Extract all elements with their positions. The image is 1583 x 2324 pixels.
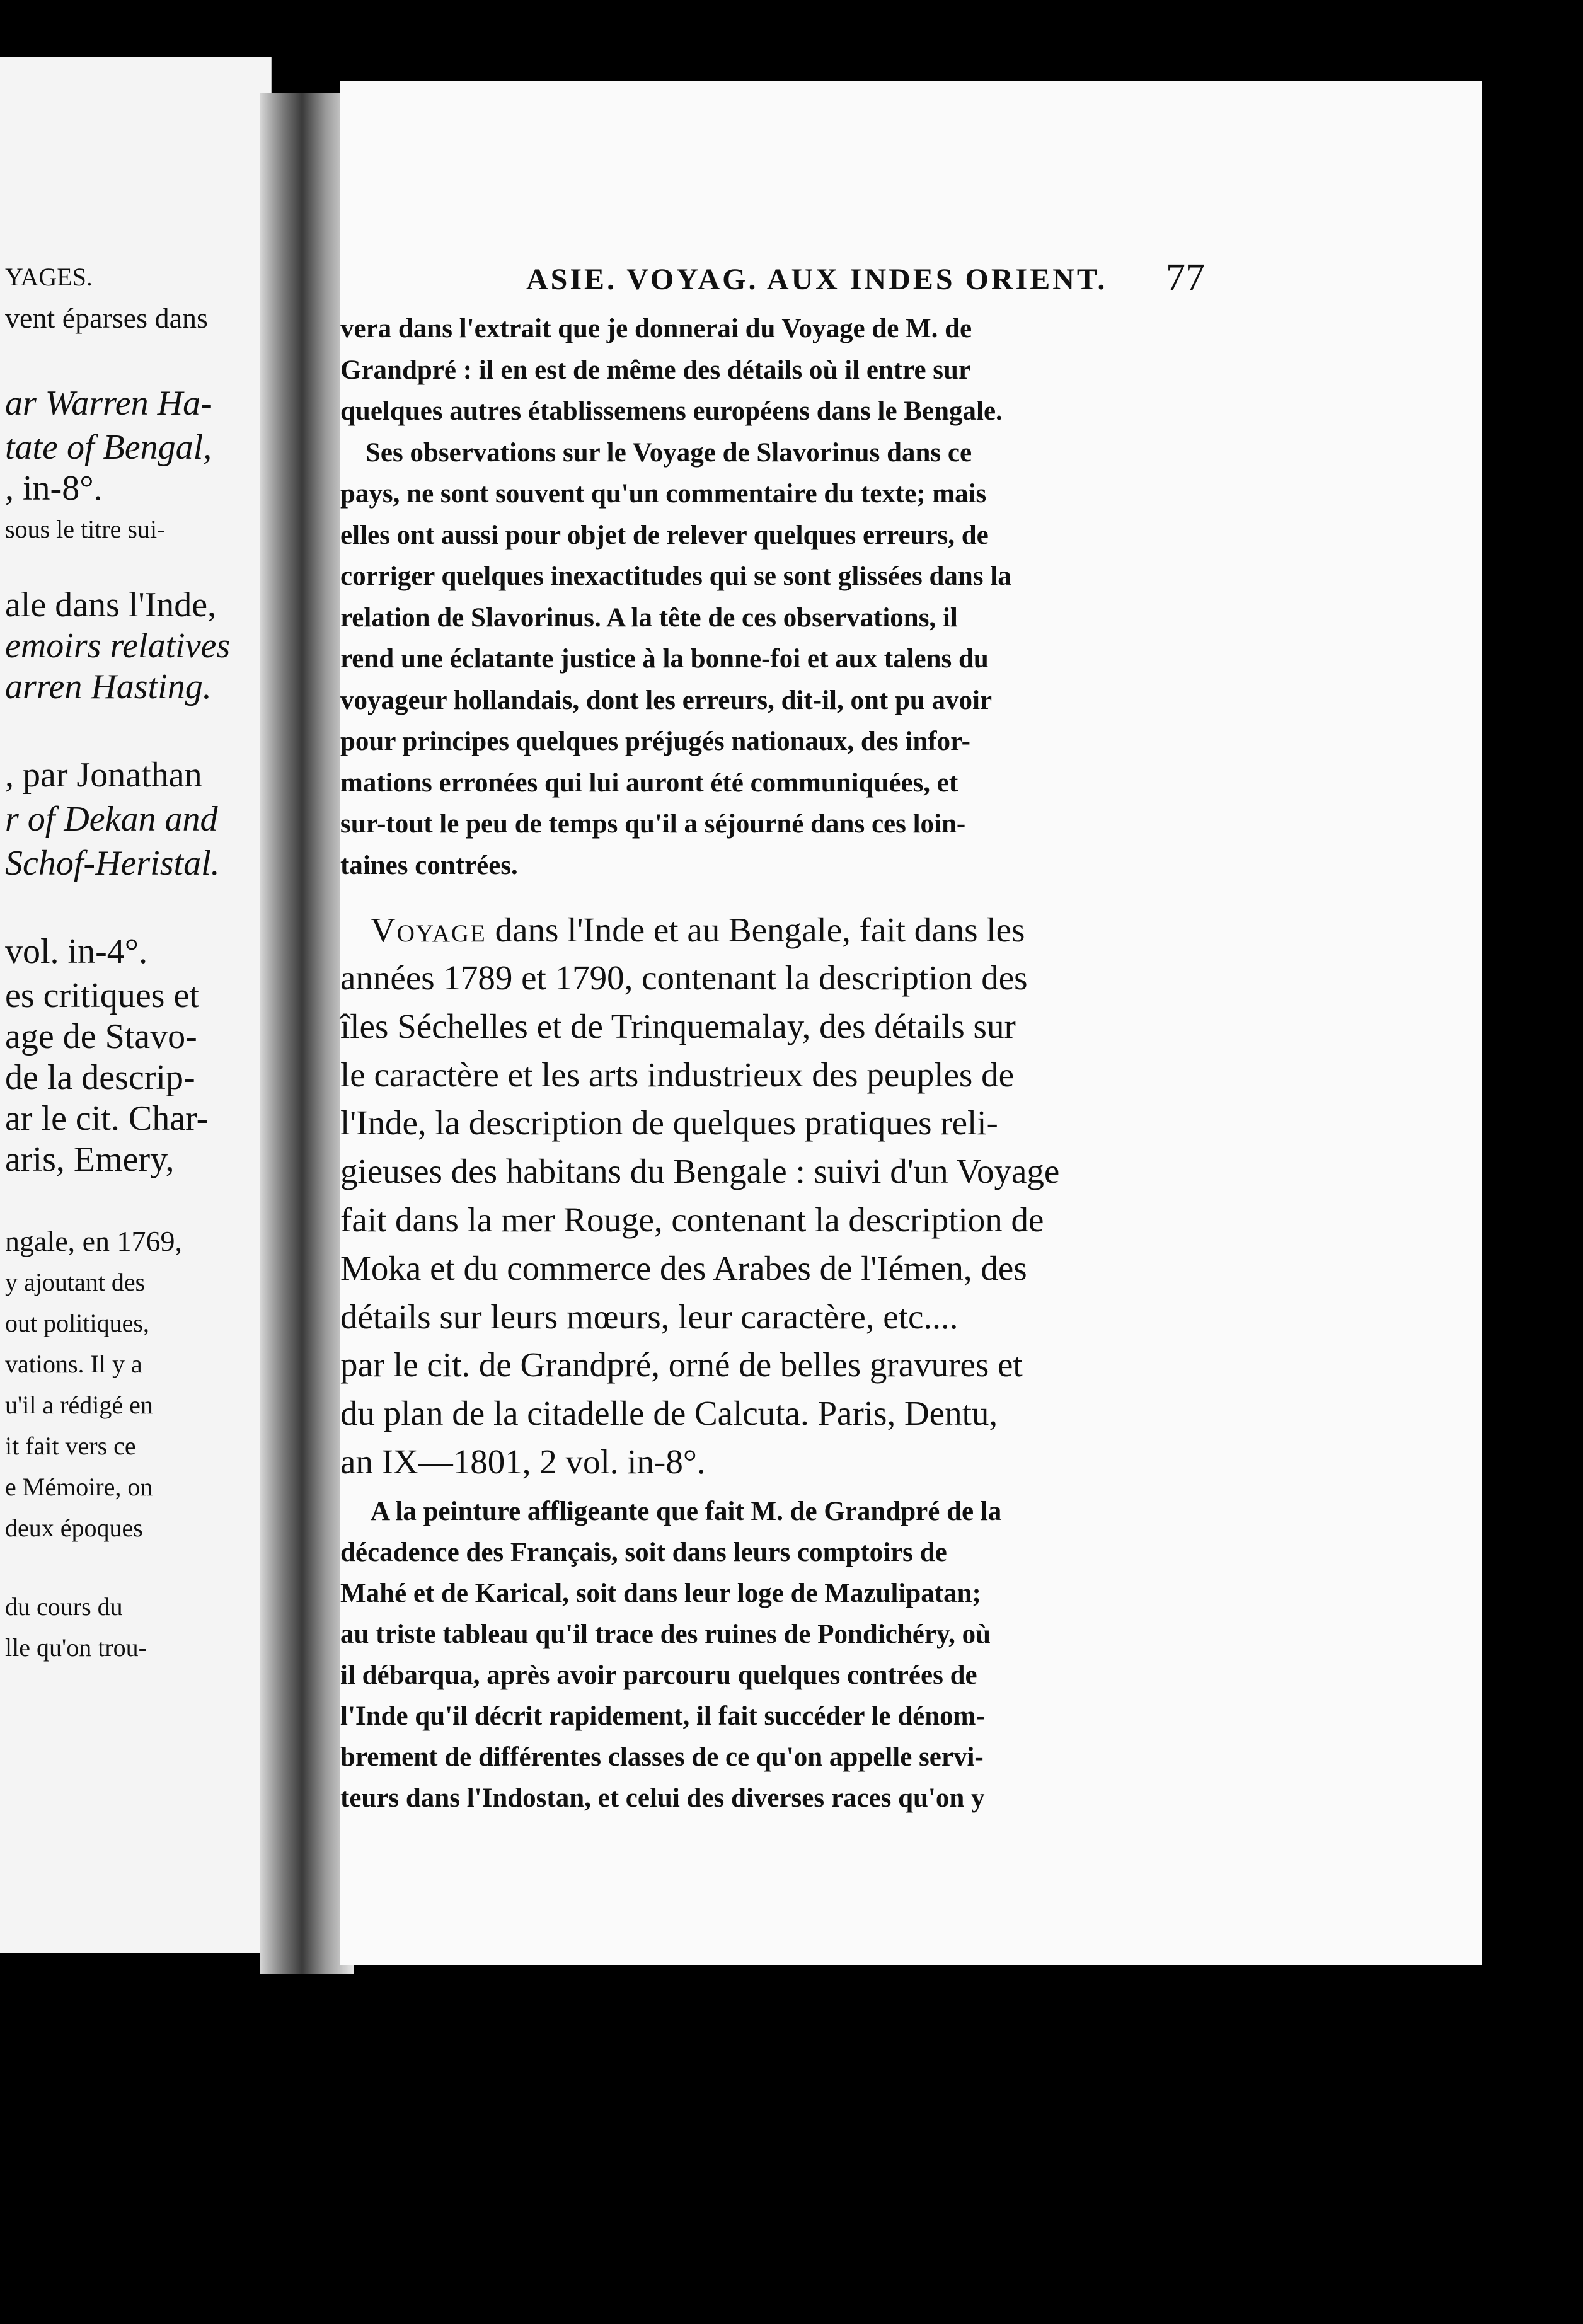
page-header — [340, 256, 1482, 306]
entry-line: Moka et du commerce des Arabes de l'Iémen, des — [340, 1248, 1027, 1287]
text-line: pays, ne sont souvent qu'un commentaire du texte; mais — [340, 479, 987, 509]
page-number: 77 — [1166, 256, 1205, 299]
left-page-line: , in-8°. — [5, 469, 103, 508]
text-line: taines contrées. — [340, 850, 518, 880]
entry-first-rest: dans l'Inde et au Bengale, fait dans les — [495, 911, 1025, 949]
text-line: pour principes quelques préjugés nationaux, des infor- — [340, 727, 970, 756]
left-page-line: r of Dekan and — [5, 800, 218, 839]
text-line: Grandpré : il en est de même des détails où il entre sur — [340, 355, 971, 385]
text-line: quelques autres établissemens européens dans le Bengale. — [340, 396, 1003, 426]
text-line: corriger quelques inexactitudes qui se sont glissées dans la — [340, 561, 1011, 591]
text-line: rend une éclatante justice à la bonne-foi et aux talens du — [340, 644, 989, 674]
left-page-line: deux époques — [5, 1514, 143, 1542]
running-head: ASIE. VOYAG. AUX INDES ORIENT. — [526, 263, 1108, 296]
left-page-line: arren Hasting. — [5, 667, 212, 706]
text-line: brement de différentes classes de ce qu'on appelle servi- — [340, 1742, 984, 1772]
left-page-line: YAGES. — [5, 263, 93, 291]
left-page-line: aris, Emery, — [5, 1140, 175, 1179]
text-line: relation de Slavorinus. A la tête de ces observations, il — [340, 602, 958, 633]
left-page-line: vent éparses dans — [5, 302, 208, 334]
entry-line: années 1789 et 1790, contenant la description des — [340, 958, 1028, 997]
left-page-line: es critiques et — [5, 976, 199, 1015]
left-page-line: out politiques, — [5, 1309, 149, 1337]
left-page-line: lle qu'on trou- — [5, 1633, 147, 1662]
left-page-line: ale dans l'Inde, — [5, 585, 217, 624]
left-page-line: de la descrip- — [5, 1058, 195, 1097]
left-page-line: u'il a rédigé en — [5, 1391, 153, 1419]
left-page-line: vations. Il y a — [5, 1350, 142, 1378]
left-page-line: it fait vers ce — [5, 1432, 136, 1460]
entry-first-line — [371, 906, 1025, 954]
entry-line: fait dans la mer Rouge, contenant la description de — [340, 1200, 1044, 1239]
entry-line: par le cit. de Grandpré, orné de belles gravures et — [340, 1345, 1023, 1384]
left-page-line: sous le titre sui- — [5, 515, 166, 543]
text-line: Ses observations sur le Voyage de Slavorinus dans ce — [366, 437, 972, 468]
entry-line: gieuses des habitans du Bengale : suivi d'un Voyage — [340, 1152, 1060, 1191]
entry-first-word: Voyage — [371, 911, 486, 949]
left-page-line: , par Jonathan — [5, 756, 202, 795]
left-page-line: emoirs relatives — [5, 626, 231, 665]
text-line: mations erronées qui lui auront été communiquées, et — [340, 768, 958, 798]
entry-line: îles Séchelles et de Trinquemalay, des détails sur — [340, 1006, 1016, 1045]
left-page-line: ar le cit. Char- — [5, 1099, 209, 1138]
left-page-line: y ajoutant des — [5, 1268, 146, 1296]
text-line: l'Inde qu'il décrit rapidement, il fait succéder le dénom- — [340, 1701, 985, 1731]
text-line: décadence des Français, soit dans leurs comptoirs de — [340, 1538, 947, 1567]
entry-line: l'Inde, la description de quelques pratiques reli- — [340, 1103, 998, 1142]
left-page-line: vol. in-4°. — [5, 932, 148, 971]
left-page-line: age de Stavo- — [5, 1017, 197, 1056]
left-page-fragment — [0, 57, 272, 1953]
text-line: vera dans l'extrait que je donnerai du Voyage de M. de — [340, 314, 972, 343]
left-page-line: Schof-Heristal. — [5, 844, 220, 883]
text-line: voyageur hollandais, dont les erreurs, dit-il, ont pu avoir — [340, 685, 993, 715]
text-line: elles ont aussi pour objet de relever quelques erreurs, de — [340, 520, 989, 550]
text-line: au triste tableau qu'il trace des ruines de Pondichéry, où — [340, 1619, 991, 1649]
entry-line: an IX—1801, 2 vol. in-8°. — [340, 1442, 706, 1481]
entry-line: du plan de la citadelle de Calcuta. Paris, Dentu, — [340, 1394, 998, 1433]
left-page-line: ar Warren Ha- — [5, 384, 212, 423]
right-page — [340, 81, 1482, 1965]
left-page-line: tate of Bengal, — [5, 428, 212, 467]
entry-line: le caractère et les arts industrieux des peuples de — [340, 1055, 1014, 1094]
left-page-line: ngale, en 1769, — [5, 1225, 183, 1257]
left-page-line: e Mémoire, on — [5, 1473, 153, 1501]
text-line: Mahé et de Karical, soit dans leur loge de Mazulipatan; — [340, 1579, 981, 1608]
entry-line: détails sur leurs mœurs, leur caractère, etc.... — [340, 1297, 958, 1336]
text-line: sur-tout le peu de temps qu'il a séjourné dans ces loin- — [340, 809, 966, 839]
text-line: A la peinture affligeante que fait M. de Grandpré de la — [371, 1497, 1002, 1526]
left-page-line: du cours du — [5, 1592, 123, 1621]
text-line: il débarqua, après avoir parcouru quelques contrées de — [340, 1660, 977, 1690]
text-line: teurs dans l'Indostan, et celui des diverses races qu'on y — [340, 1783, 985, 1813]
